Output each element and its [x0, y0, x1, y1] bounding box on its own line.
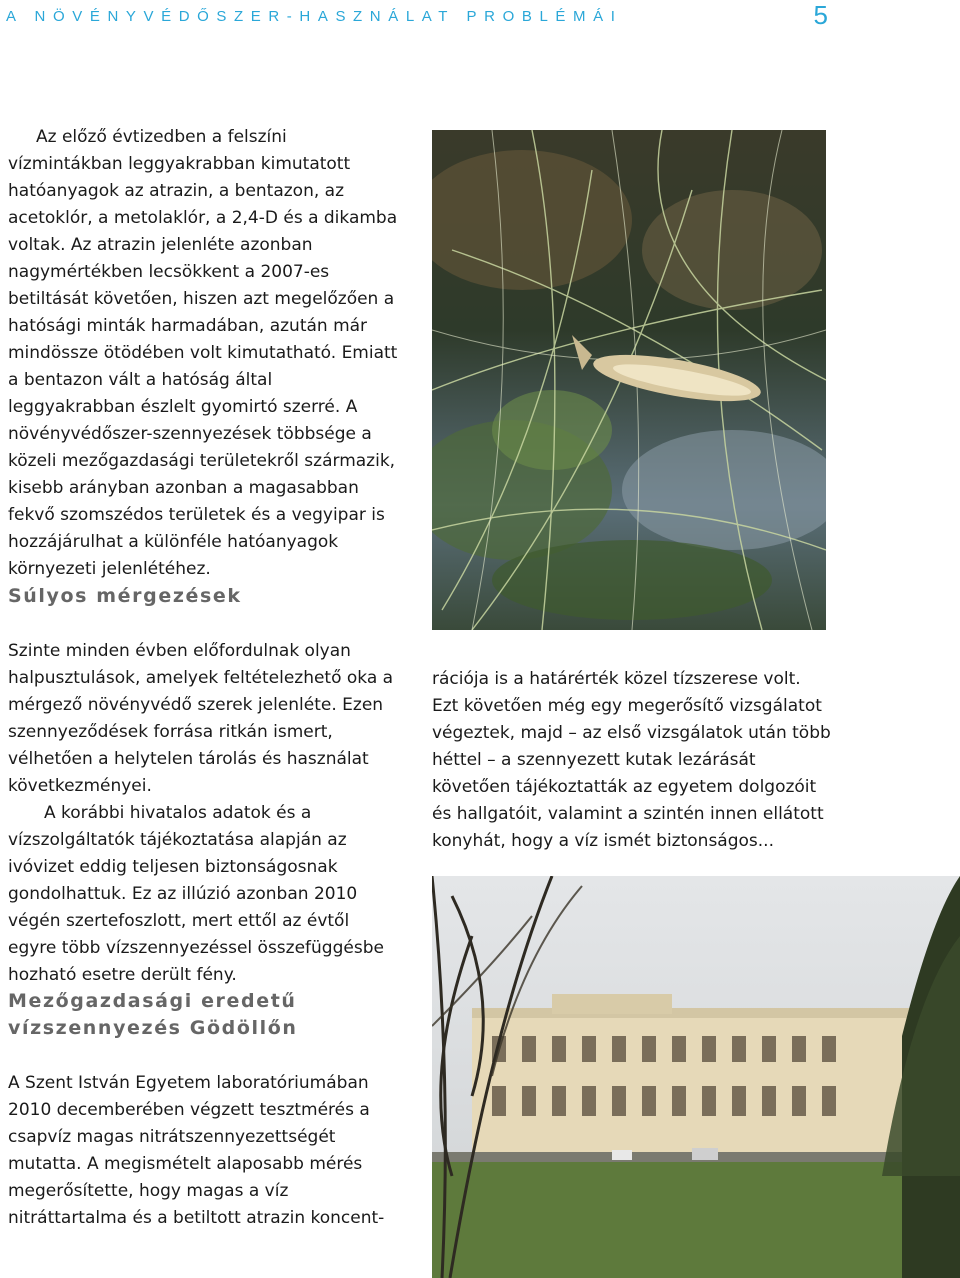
godollo-continuation: rációja is a határérték közel tízszerese volt. Ezt követően még egy megerősítő vizsgálatot végeztek, majd – az első vizsgálatok után több héttel – a szennyezett kutak lezárását követően tájékoztatták az egyetem dolgozóit és hallgatóit, valamint a szintén innen ellátott konyhát, hogy a víz ismét biztonságos...: [432, 669, 831, 851]
section-heading-godollo: Mezőgazdasági eredetű vízszennyezés Gödöllőn: [8, 990, 298, 1039]
intro-column: [8, 124, 400, 583]
page-number: 5: [813, 0, 828, 30]
dead-fish-photo: [432, 130, 826, 630]
university-building-photo: [432, 876, 960, 1278]
godollo-column-right: [432, 666, 832, 855]
section-heading-poisonings: Súlyos mérgezések: [8, 585, 242, 607]
poisonings-paragraph-1: Szinte minden évben előfordulnak olyan halpusztulások, amelyek feltételezhető oka a mérgező növényvédő szerek jelenléte. Ezen szennyeződések forrása ritkán ismert, vélhetően a helytelen tárolás és használat következményei.: [8, 641, 394, 796]
poisonings-paragraph-2: A korábbi hivatalos adatok és a vízszolgáltatók tájékoztatása alapján az ivóvizet eddig teljesen biztonságosnak gondolhattuk. Ez az illúzió azonban 2010 végén szertefoszlott, mert ettől az évtől egyre több vízszennyezéssel összefüggésbe hozható esetre derült fény.: [8, 803, 384, 985]
dead-fish-illustration: [432, 130, 826, 630]
intro-paragraph: Az előző évtizedben a felszíni vízmintákban leggyakrabban kimutatott hatóanyagok az atrazin, a bentazon, az acetoklór, a metolaklór, a 2,4-D és a dikamba voltak. Az atrazin jelenléte azonban nagymértékben lecsökkent a 2007-es betiltását követően, hiszen azt megelőzően a hatósági minták harmadában, azután már mindössze ötödében volt kimutatható. Emiatt a bentazon vált a hatóság által leggyakrabban észlelt gyomirtó szerré. A növényvédőszer-szennyezések többsége a közeli mezőgazdasági területekről származik, kisebb arányban azonban a magasabban fekvő szomszédos területek és a vegyipar is hozzájárulhat a különféle hatóanyagok környezeti jelenlétéhez.: [8, 127, 398, 579]
poisonings-column: [8, 638, 400, 989]
godollo-column-left: [8, 1070, 400, 1232]
university-building-illustration: [432, 876, 960, 1278]
godollo-paragraph: A Szent István Egyetem laboratóriumában 2010 decemberében végzett tesztmérés a csapvíz magas nitrátszennyezettségét mutatta. A megismételt alaposabb mérés megerősítette, hogy magas a víz nitráttartalma és a betiltott atrazin koncent-: [8, 1073, 385, 1228]
running-header: A NÖVÉNYVÉDŐSZER-HASZNÁLAT PROBLÉMÁI: [6, 8, 623, 25]
